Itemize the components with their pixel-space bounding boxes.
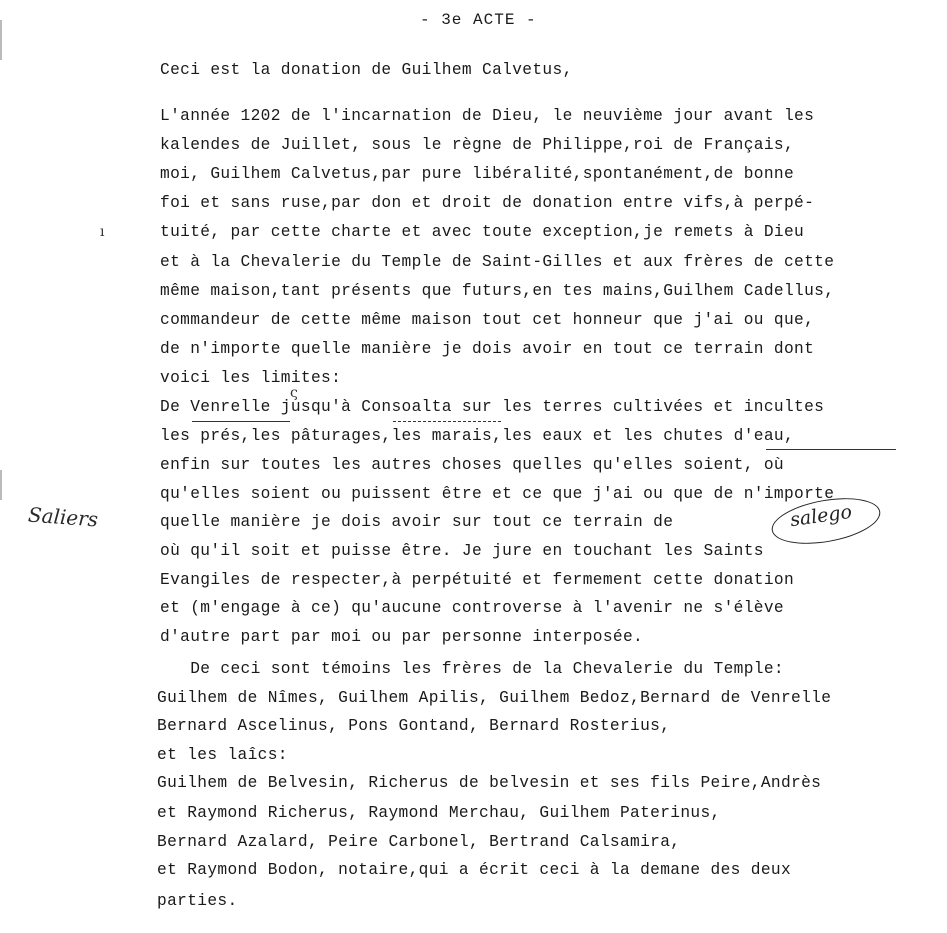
text-line-24: et les laîcs: <box>157 746 288 764</box>
text-line-17: où qu'il soit et puisse être. Je jure en touchant les Saints <box>160 542 764 560</box>
text-line-12: De Venrelle jusqu'à Consoalta sur les terres cultivées et incultes <box>160 398 825 416</box>
text-line-3: kalendes de Juillet, sous le règne de Philippe,roi de Français, <box>160 136 795 154</box>
text-line-13: les prés,les pâturages,les marais,les eaux et les chutes d'eau, <box>160 427 795 445</box>
text-line-4: moi, Guilhem Calvetus,par pure libéralité,spontanément,de bonne <box>160 165 795 183</box>
text-line-20: d'autre part par moi ou par personne interposée. <box>160 628 644 646</box>
text-line-27: Bernard Azalard, Peire Carbonel, Bertrand Calsamira, <box>157 833 681 851</box>
text-line-14: enfin sur toutes les autres choses quelles qu'elles soient, où <box>160 456 784 474</box>
text-line-26: et Raymond Richerus, Raymond Merchau, Guilhem Paterinus, <box>157 804 721 822</box>
text-line-8: même maison,tant présents que futurs,en tes mains,Guilhem Cadellus, <box>160 282 835 300</box>
text-line-1: Ceci est la donation de Guilhem Calvetus, <box>160 61 573 79</box>
scan-edge <box>0 470 2 500</box>
text-line-6: tuité, par cette charte et avec toute exception,je remets à Dieu <box>160 223 805 241</box>
text-line-7: et à la Chevalerie du Temple de Saint-Gilles et aux frères de cette <box>160 253 835 271</box>
scan-edge <box>0 20 2 60</box>
text-line-2: L'année 1202 de l'incarnation de Dieu, le neuvième jour avant les <box>160 107 815 125</box>
text-line-28: et Raymond Bodon, notaire,qui a écrit ceci à la demane des deux <box>157 861 792 879</box>
text-line-9: commandeur de cette même maison tout cet honneur que j'ai ou que, <box>160 311 815 329</box>
circled-word: salego <box>788 500 854 532</box>
text-line-15: qu'elles soient ou puissent être et ce que j'ai ou que de n'importe <box>160 485 835 503</box>
page-title: - 3e ACTE - <box>420 11 537 29</box>
margin-note: Saliers <box>27 502 99 532</box>
text-line-23: Bernard Ascelinus, Pons Gontand, Bernard Rosterius, <box>157 717 671 735</box>
text-line-16: quelle manière je dois avoir sur tout ce terrain de <box>160 513 674 531</box>
underline-consoalta <box>393 421 501 422</box>
pen-mark: ı <box>100 224 105 240</box>
underline-chutes <box>766 449 896 450</box>
pen-mark: ς <box>290 385 298 401</box>
text-line-10: de n'importe quelle manière je dois avoir en tout ce terrain dont <box>160 340 815 358</box>
text-line-22: Guilhem de Nîmes, Guilhem Apilis, Guilhem Bedoz,Bernard de Venrelle <box>157 689 832 707</box>
text-line-18: Evangiles de respecter,à perpétuité et fermement cette donation <box>160 571 795 589</box>
text-line-11: voici les limites: <box>160 369 342 387</box>
text-line-5: foi et sans ruse,par don et droit de donation entre vifs,à perpé- <box>160 194 815 212</box>
text-line-25: Guilhem de Belvesin, Richerus de belvesin et ses fils Peire,Andrès <box>157 774 822 792</box>
text-line-19: et (m'engage à ce) qu'aucune controverse à l'avenir ne s'élève <box>160 599 784 617</box>
underline-venrelle <box>192 421 290 422</box>
text-line-21: De ceci sont témoins les frères de la Chevalerie du Temple: <box>160 660 784 678</box>
text-line-29: parties. <box>157 892 238 910</box>
